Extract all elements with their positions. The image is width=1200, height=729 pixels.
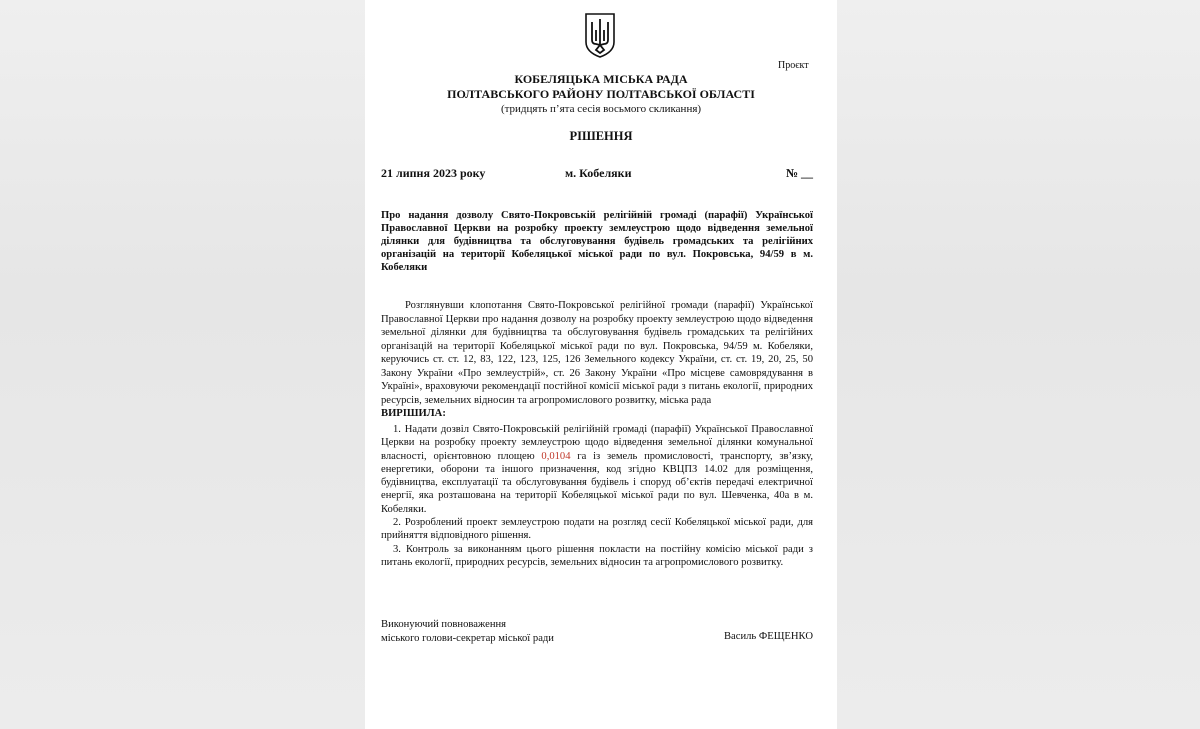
preamble-block	[381, 299, 813, 421]
resolution-item-3: 3. Контроль за виконанням цього рішення покласти на постійну комісію міської ради з питань екології, природних ресурсів, земельних відносин та агропромислового розвитку.	[381, 543, 813, 568]
preamble-text: Розглянувши клопотання Свято-Покровської релігійної громади (парафії) Української Православної Церкви про надання дозволу на розробку проекту землеустрою щодо відведення земельної ділянки для будівництва та обслуговування будівель громадських та релігійних організацій на території Кобеляцької міської ради по вул. Покровська, 94/59 м. Кобеляки, керуючись ст. ст. 12, 83, 122, 123, 125, 126 Земельного кодексу України, ст. ст. 19, 20, 25, 50 Закону України «Про землеустрій», ст. 26 Закону України «Про місцеве самоврядування в Україні», враховуючи рекомендації постійної комісії міської ради з питань екології, природних ресурсів, земельних відносин та агропромислового розвитку, міська рада	[381, 300, 813, 406]
draft-label: Проєкт	[778, 60, 809, 71]
district-name: ПОЛТАВСЬКОГО РАЙОНУ ПОЛТАВСЬКОЇ ОБЛАСТІ	[447, 87, 755, 101]
blurred-background-left	[0, 0, 365, 729]
resolved-heading: ВИРІШИЛА:	[381, 408, 446, 419]
decision-number: № __	[785, 166, 813, 180]
decision-city: м. Кобеляки	[565, 166, 632, 180]
document-page	[365, 0, 837, 729]
session-info: (тридцять п’ята сесія восьмого скликання)	[500, 103, 702, 115]
document-title: РІШЕННЯ	[569, 129, 633, 143]
council-name: КОБЕЛЯЦЬКА МІСЬКА РАДА	[514, 72, 688, 86]
signatory-role: Виконуючий повноваження міського голови-секретар міської ради	[381, 619, 554, 644]
resolution-items	[381, 423, 813, 569]
resolution-item-1: 1. Надати дозвіл Свято-Покровській релігійній громаді (парафії) Української Православної Церкви на розробку проекту землеустрою щодо відведення земельної ділянки комунальної власності, орієнтовною площею 0,0104 га із земель промисловості, транспорту, зв’язку, енергетики, оборони та іншого призначення, код згідно КВЦПЗ 14.02 для розміщення, будівництва, експлуатації та обслуговування будівель і споруд об’єктів передачі електричної енергії, яка розташована на території Кобеляцької міської ради по вул. Шевченка, 40а в м. Кобеляки.	[381, 424, 813, 515]
council-header	[365, 72, 837, 116]
ukraine-trident-emblem-icon	[583, 12, 617, 58]
decision-subject: Про надання дозволу Свято-Покровській релігійній громаді (парафії) Української Православної Церкви на розробку проекту землеустрою щодо відведення земельної ділянки для будівництва та обслуговування будівель громадських та релігійних організацій на території Кобеляцької міської ради по вул. Покровська, 94/59 в м. Кобеляки	[381, 210, 813, 273]
blurred-background-right	[837, 0, 1200, 729]
area-value: 0,0104	[541, 450, 571, 462]
resolution-item-2: 2. Розроблений проект землеустрою подати на розгляд сесії Кобеляцької міської ради, для прийняття відповідного рішення.	[381, 517, 813, 542]
decision-date: 21 липня 2023 року	[381, 166, 486, 180]
signatory-name: Василь ФЕЩЕНКО	[723, 631, 813, 642]
